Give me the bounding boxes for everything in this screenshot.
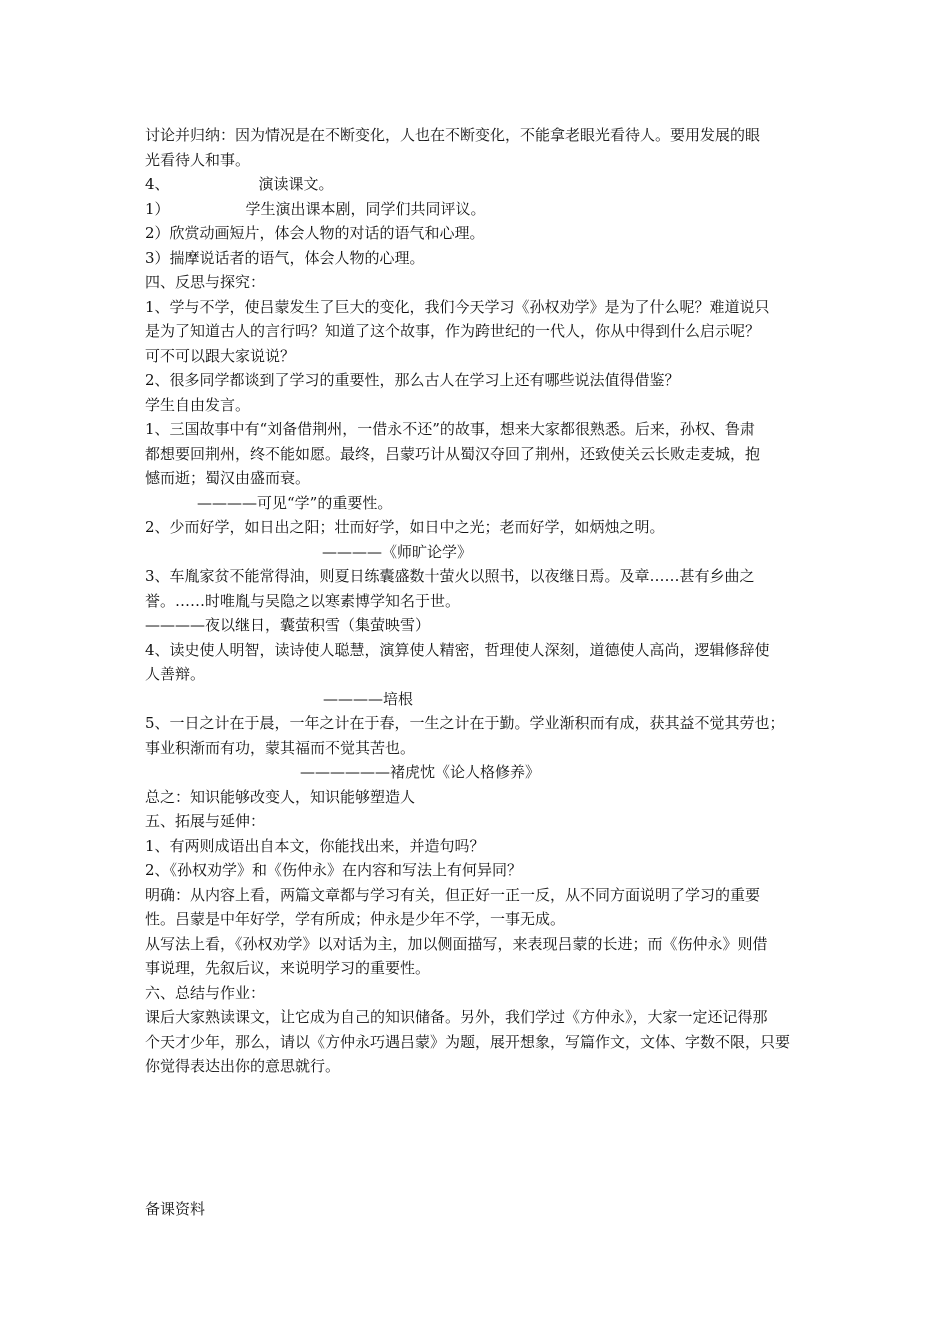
footer-label: 备课资料 <box>145 1200 206 1218</box>
attribution-line: ————夜以继日，囊萤积雪（集萤映雪） <box>145 616 431 634</box>
attribution-line: ————《师旷论学》 <box>322 542 473 561</box>
text-line: 4、读史使人明智，读诗使人聪慧，演算使人精密，哲理使人深刻，道德使人高尚，逻辑修辞使 <box>145 640 770 659</box>
text-line: 5、一日之计在于晨，一年之计在于春，一生之计在于勤。学业渐积而有成，获其益不觉其劳也； <box>145 714 785 732</box>
text-line: 光看待人和事。 <box>145 150 251 169</box>
text-line: 明确：从内容上看，两篇文章都与学习有关，但正好一正一反，从不同方面说明了学习的重要 <box>145 885 761 904</box>
text-line: 可不可以跟大家说说？ <box>145 346 296 365</box>
text-line: 是为了知道古人的言行吗？知道了这个故事，作为跨世纪的一代人，你从中得到什么启示呢？ <box>145 322 761 340</box>
text-line: 1、三国故事中有“刘备借荆州，一借永不还”的故事，想来大家都很熟悉。后来，孙权、鲁肃 <box>145 420 755 438</box>
text-line: 1、学与不学，使吕蒙发生了巨大的变化，我们今天学习《孙权劝学》是为了什么呢？难道说只 <box>145 297 770 316</box>
text-line: 你觉得表达出你的意思就行。 <box>145 1057 341 1075</box>
text-line: 1、有两则成语出自本文，你能找出来，并造句吗？ <box>145 836 485 855</box>
text-line: 都想要回荆州，终不能如愿。最终，吕蒙巧计从蜀汉夺回了荆州，还致使关云长败走麦城，抱 <box>145 444 761 463</box>
attribution-line: ——————褚虎忱《论人格修养》 <box>300 763 541 781</box>
text-line: 总之：知识能够改变人，知识能够塑造人 <box>145 787 416 806</box>
section-heading: 四、反思与探究： <box>145 273 266 291</box>
text-line: 课后大家熟读课文，让它成为自己的知识储备。另外，我们学过《方仲永》，大家一定还记得那 <box>145 1008 768 1026</box>
attribution-line: ————可见“学”的重要性。 <box>197 493 393 512</box>
text-line: 性。吕蒙是中年好学，学有所成；仲永是少年不学，一事无成。 <box>145 910 566 928</box>
attribution-line: ————培根 <box>323 689 414 708</box>
text-line: 讨论并归纳：因为情况是在不断变化，人也在不断变化，不能拿老眼光看待人。要用发展的眼 <box>145 126 761 144</box>
text-line: 誉。……时唯胤与吴隐之以寒素博学知名于世。 <box>145 591 461 610</box>
text-line: 学生自由发言。 <box>145 395 251 414</box>
text-line: 3）揣摩说话者的语气，体会人物的心理。 <box>145 248 425 267</box>
text-line: 事业积渐而有功，蒙其福而不觉其苦也。 <box>145 738 416 757</box>
text-line: 演读课文。 <box>258 175 334 193</box>
numbered-line <box>145 172 825 197</box>
list-marker: 1） <box>145 199 170 218</box>
text-line: 从写法上看，《孙权劝学》以对话为主，加以侧面描写，来表现吕蒙的长进；而《伤仲永》则借 <box>145 934 768 953</box>
section-heading: 六、总结与作业： <box>145 983 266 1002</box>
text-line: 个天才少年，那么，请以《方仲永巧遇吕蒙》为题，展开想象，写篇作文，文体、字数不限，只要 <box>145 1032 791 1051</box>
text-line: 2、很多同学都谈到了学习的重要性，那么古人在学习上还有哪些说法值得借鉴？ <box>145 371 680 389</box>
text-line: 2、《孙权劝学》和《伤仲永》在内容和写法上有何异同？ <box>145 861 523 879</box>
text-line: 事说理，先叙后议，来说明学习的重要性。 <box>145 959 431 977</box>
text-line: 2）欣赏动画短片，体会人物的对话的语气和心理。 <box>145 224 485 242</box>
text-line: 学生演出课本剧，同学们共同评议。 <box>245 199 486 218</box>
text-line: 3、车胤家贫不能常得油，则夏日练囊盛数十萤火以照书，以夜继日焉。及章……甚有乡曲之 <box>145 567 755 585</box>
document-body <box>145 123 825 1079</box>
text-line: 人善辩。 <box>145 665 206 683</box>
numbered-line <box>145 197 825 222</box>
text-line: 憾而逝；蜀汉由盛而衰。 <box>145 469 311 487</box>
text-line: 2、少而好学，如日出之阳；壮而好学，如日中之光；老而好学，如炳烛之明。 <box>145 518 665 536</box>
section-heading: 五、拓展与延伸： <box>145 812 266 830</box>
list-marker: 4、 <box>145 175 170 193</box>
